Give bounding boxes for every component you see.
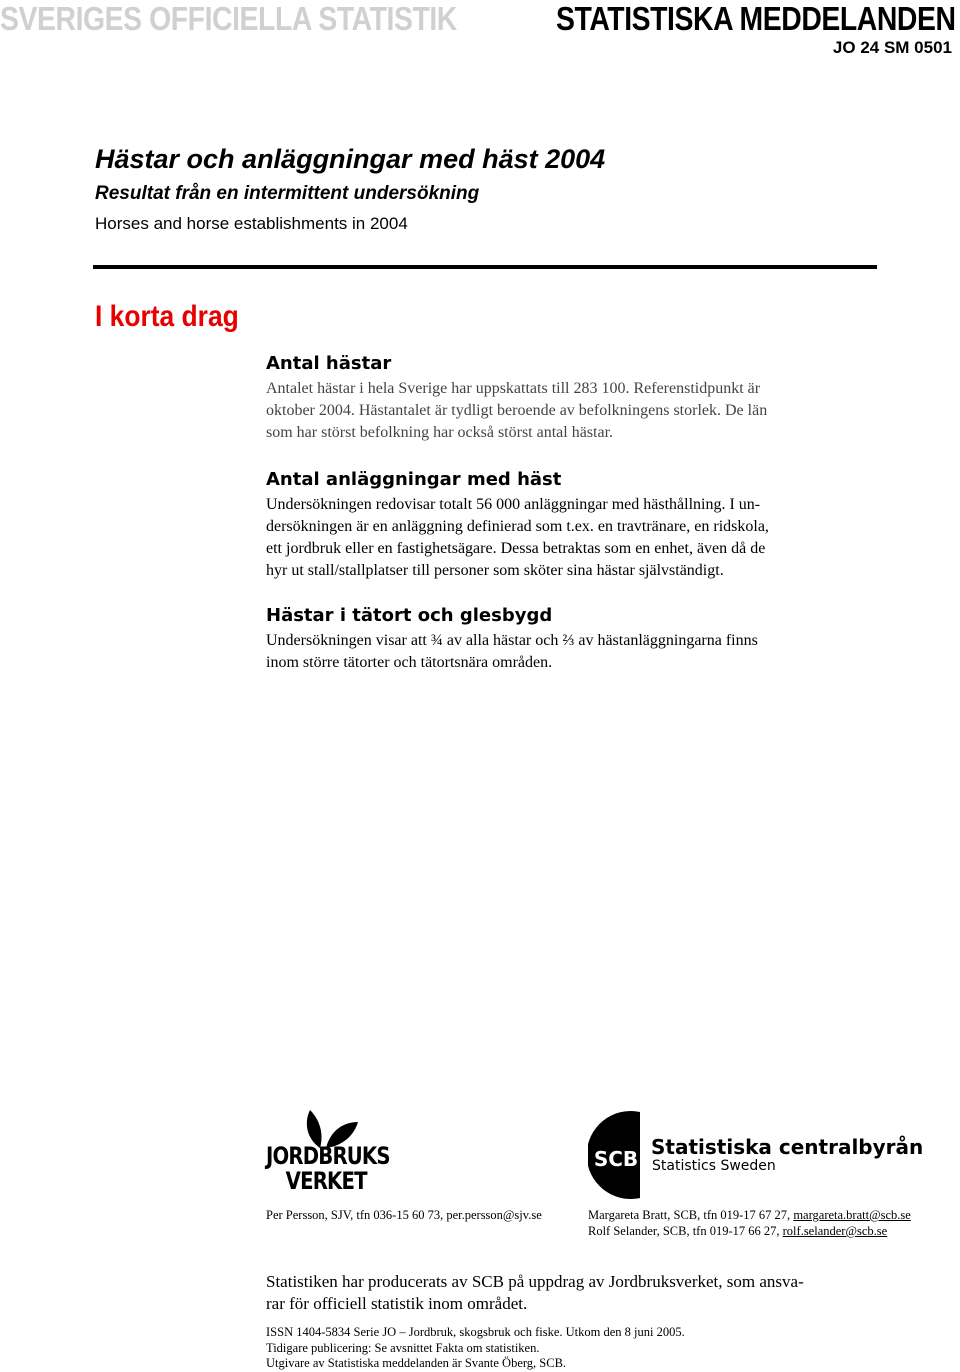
title-divider [93,265,877,269]
section-heading-establishments: Antal anläggningar med häst [266,469,562,490]
producer-line: rar för officiell statistik inom området. [266,1294,528,1313]
page-title: Hästar och anläggningar med häst 2004 [95,144,606,174]
body-line: Antalet hästar i hela Sverige har uppskattats till 283 100. Referenstidpunkt är [266,380,761,397]
meta-line: ISSN 1404-5834 Serie JO – Jordbruk, skogsbruk och fiske. Utkom den 8 juni 2005. [266,1325,685,1339]
document-code: JO 24 SM 0501 [832,38,952,57]
logo-text-line: JORDBRUKS [266,1142,390,1170]
summary-heading: I korta drag [95,300,239,333]
email-link-bratt[interactable]: margareta.bratt@scb.se [793,1208,911,1222]
section-body-horse-count [266,378,876,444]
publication-meta [266,1325,685,1372]
scb-logo [588,1110,928,1200]
series-name: SVERIGES OFFICIELLA STATISTIK [0,0,457,37]
section-body-establishments [266,494,876,582]
contact-text: Margareta Bratt, SCB, tfn 019-17 67 27, [588,1208,794,1222]
contact-scb-bratt [588,1208,911,1223]
body-line: inom större tätorter och tätortsnära områden. [266,654,553,671]
body-line: Undersökningen visar att ¾ av alla hästar och ⅔ av hästanläggningarna finns [266,632,758,649]
body-line: hyr ut stall/stallplatser till personer som sköter sina hästar självständigt. [266,562,724,579]
producer-statement [266,1271,886,1315]
logo-text-line: VERKET [285,1167,367,1195]
contact-scb-selander [588,1224,887,1239]
scb-mark-icon [588,1110,644,1200]
body-line: dersökningen är en anläggning definierad som t.ex. en travtränare, en ridskola, [266,518,769,535]
scb-english-name: Statistics Sweden [652,1158,776,1174]
meta-line: Tidigare publicering: Se avsnittet Fakta om statistiken. [266,1340,540,1355]
jordbruksverket-logo [266,1108,390,1200]
producer-line: Statistiken har producerats av SCB på uppdrag av Jordbruksverket, som ansva- [266,1272,804,1291]
english-title: Horses and horse establishments in 2004 [95,214,408,233]
contact-text: Rolf Selander, SCB, tfn 019-17 66 27, [588,1224,783,1238]
section-heading-urban-rural: Hästar i tätort och glesbygd [266,605,553,626]
scb-mark-text: SCB [593,1147,639,1171]
page-subtitle: Resultat från en intermittent undersökning [95,183,480,204]
body-line: oktober 2004. Hästantalet är tydligt beroende av befolkningens storlek. De län [266,402,768,419]
email-link-selander[interactable]: rolf.selander@scb.se [782,1224,888,1238]
body-line: som har störst befolkning har också störst antal hästar. [266,424,614,441]
body-line: Undersökningen redovisar totalt 56 000 anläggningar med hästhållning. I un- [266,496,761,513]
section-body-urban-rural [266,630,876,674]
scb-name: Statistiska centralbyrån [651,1135,924,1159]
contact-sjv: Per Persson, SJV, tfn 036-15 60 73, per.persson@sjv.se [266,1208,542,1222]
section-heading-horse-count: Antal hästar [266,353,392,374]
body-line: ett jordbruk eller en fastighetsägare. Dessa betraktas som en enhet, även då de [266,540,766,557]
meta-line: Utgivare av Statistiska meddelanden är Svante Öberg, SCB. [266,1356,567,1370]
publication-type: STATISTISKA MEDDELANDEN [556,0,956,37]
